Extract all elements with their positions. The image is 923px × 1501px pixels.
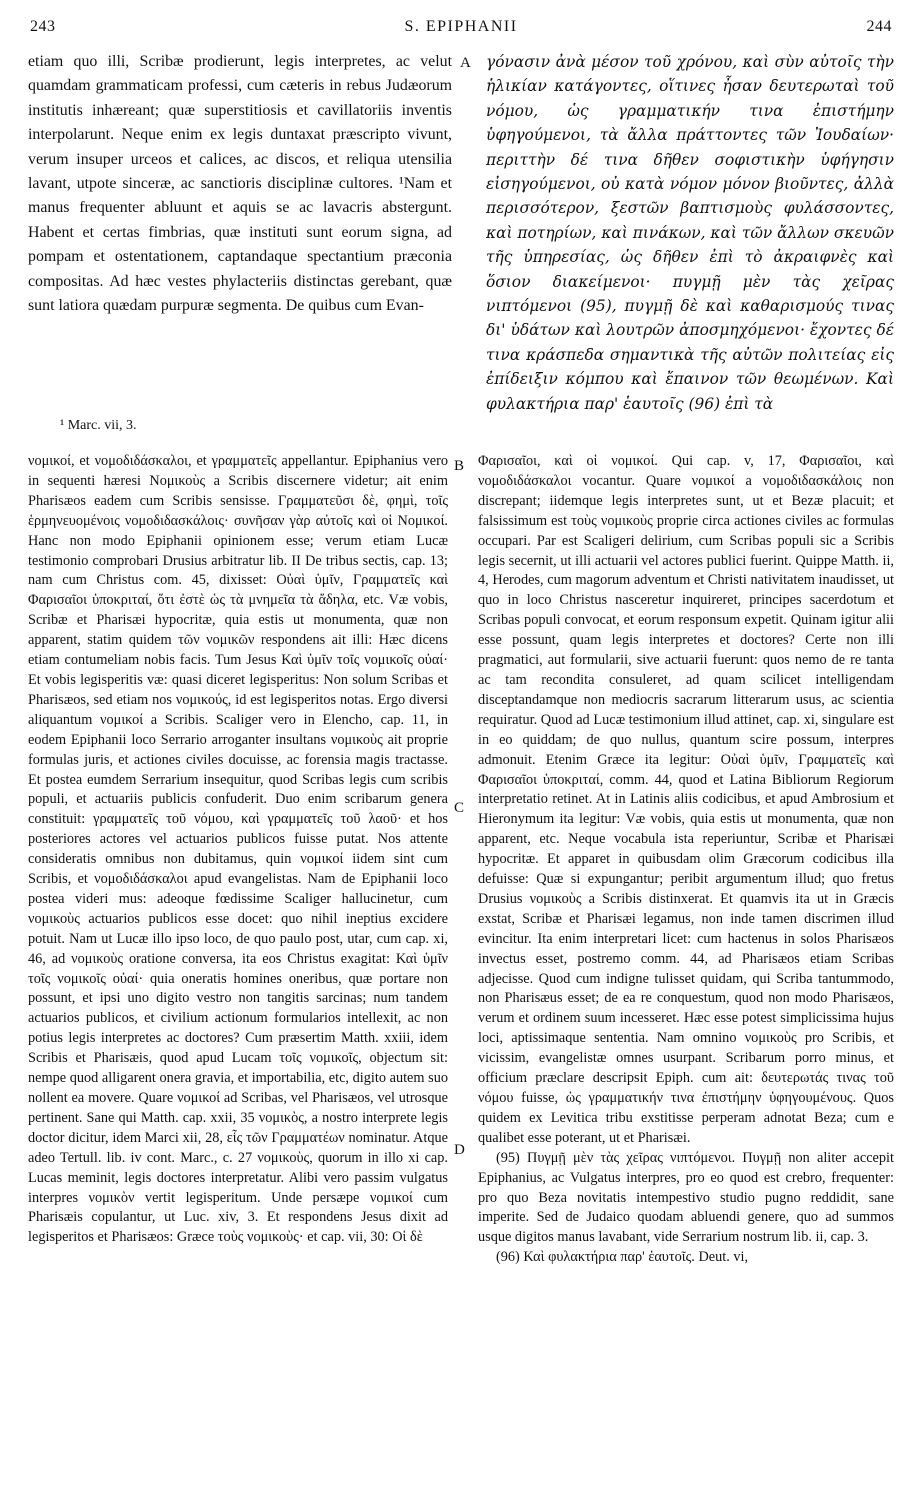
- footnote: ¹ Marc. vii, 3.: [60, 418, 137, 433]
- latin-text: etiam quo illi, Scribæ prodierunt, legis interpretes, ac velut quamdam grammaticam professi, cum cæteris in rebus Judæorum institutis inhæreant; quæ superstitiosis et cavillatoriis inventis interpolarunt. Neque enim ex legis duntaxat præscripto vivunt, verum insuper urceos et calices, ac discos, et reliqua utensilia lavant, utpote sinceræ, ac sanctioris disciplinæ cultores. ¹Nam et manus frequenter abluunt et aquis se ac lavacris abstergunt. Habent et certas fimbrias, quæ instituti sunt eorum signa, ad pompam et ostentationem, captandaque spectantium præconia compositas. Ad hæc vestes phylacteriis distinctas gerebant, quæ sunt latiora quædam purpuræ segmenta. De quibus cum Evan-: [28, 53, 452, 315]
- page-header: [30, 18, 892, 44]
- commentary-column-left: [28, 452, 448, 1248]
- margin-marker-c: C: [454, 800, 465, 816]
- commentary-right-text: Φαρισαῖοι, καὶ οἱ νομικοί. Qui cap. v, 17, Φαρισαῖοι, καὶ νομοδιδάσκαλοι vocantur. Quare νομικοί a νομοδιδασκάλοις non discrepant; iidemque legis interpretes sunt, ut et Bezæ placuit; et falsissimum est τοὺς νομικοὺς proprie circa actiones civiles ac formulas occupari. Par est Scaligeri delirium, cum Scribas populi sic a Scribis legis secernit, ut illi actuarii vel actores publici fuerint. Quippe Matth. ii, 4, Herodes, cum magorum adventum et Christi nativitatem inaudisset, ut quo in loco Christus nasceretur inquireret, principes sacerdotum et Scribas populi convocat, et eorum responsum expetit. Quinam igitur alii esse possunt, quam legis interpretes et doctores? Certe non illi pragmatici, aut formularii, sive actuarii fuerunt: quos nemo de re tanta ac tam recondita consuleret, ad quam scilicet intelligendam disceptandamque non mediocris sacrarum litterarum usus, ac scientia requiratur. Quod ad Lucæ testimonium illud attinet, cap. xi, singulare est in eo quiddam; de quo nullus, quantum scire possum, interpres admonuit. Etenim Græce ita legitur: Οὐαὶ ὑμῖν, Γραμματεῖς καὶ Φαρισαῖοι ὑποκριταί, comm. 44, quod et Latina Bibliorum Regiorum interpretatio retinet. At in Latinis aliis codicibus, et apud Ambrosium et Hieronymum ita legitur: Væ vobis, quia estis ut monumenta, quæ non apparent, etc. Neque vocabula ista reperiuntur, Scribæ et Pharisæi hypocritæ. Et apparet in quibusdam olim Græcorum codicibus illa defuisse: Quæ si expungantur; peribit argumentum illud; quo fretus Drusius νομικοὺς a Scribis distinxerat. Et quamvis ita ut in Græcis exstat, Scribæ et Pharisæi legamus, non inde tamen discrimen illud evincitur. Ita enim interpretari licet: cum hactenus in solos Pharisæos invectus esset, postremo comm. 44, ad Pharisæos etiam Scribas adjecisse. Quod cum indigne tulisset quidam, qui Scriba tantummodo, non Pharisæus esset; de ea re conquestum, quod non modo Pharisæos, verum et ordinem suum incesseret. Hæc esse potest simplicissima hujus loci, aptissimaque sententia. Nam omnino νομικοὺς pro Scribis, et vicissim, evangelistæ omnes usurpant. Scribarum porro minus, et officium præclare descripsit Epiph. cum ait: δευτερωτάς τινας τοῦ νόμου fuisse, ὡς γραμματικήν τινα ἐπιστήμην ὑφηγουμένους. Quos quidem ex Levitica tribu exstitisse perperam adnotat Beza; cum e qualibet esse poterant, ut et Pharisæi.: [478, 453, 894, 1146]
- note-96: (96) Καὶ φυλακτήρια παρ' ἑαυτοῖς. Deut. vi,: [496, 1249, 749, 1266]
- margin-marker-a: A: [460, 55, 471, 71]
- greek-text-column: [486, 50, 894, 416]
- commentary-column-right: [478, 452, 894, 1268]
- page-number-right: 244: [866, 18, 892, 35]
- note-95: (95) Πυγμῇ μὲν τὰς χεῖρας νιπτόμενοι. Πυγμῇ non aliter accepit Epiphanius, ac Vulgatus interpres, pro eo quod est crebro, frequenter: pro quo Beza novitatis intempestivo studio pugno reddidit, sane imperite. Sed de Judaico quodam abluendi genere, quo ad summos usque digitos manus lavabant, vide Serrarium nostrum lib. ii, cap. 3.: [478, 1149, 894, 1246]
- margin-marker-d: D: [454, 1142, 465, 1158]
- latin-translation-column: [28, 50, 452, 318]
- page-number-left: 243: [30, 18, 56, 35]
- commentary-left-text: νομικοί, et νομοδιδάσκαλοι, et γραμματεῖς appellantur. Epiphanius vero in sequenti hæresi Νομικοὺς a Scribis discernere videtur; ait enim Pharisæos eadem cum Scribis sensisse. Γραμματεῦσι δὲ, φημὶ, τοῖς ἑρμηνευομένοις νομοδιδασκάλοις· συνῆσαν γὰρ αὐτοῖς καὶ οἱ Νομικοί. Hanc non modo Epiphanii opinionem esse; verum etiam Lucæ testimonio comprobari Drusius arbitratur lib. II De tribus sectis, cap. 13; nam cum Christus com. 45, dixisset: Οὐαὶ ὑμῖν, Γραμματεῖς καὶ Φαρισαῖοι ὑποκριταί, ὅτι ἐστὲ ὡς τὰ μνημεῖα τὰ ἄδηλα, etc. Væ vobis, Scribæ et Pharisæi hypocritæ, quia estis ut monumenta, quæ non apparent, statim quidem τῶν νομικῶν respondens ait illi: Hæc dicens etiam contumeliam nobis facis. Tum Jesus Καὶ ὑμῖν τοῖς νομικοῖς οὐαί· Et vobis legisperitis væ: quasi diceret legisperitus: Non solum Scribas et Pharisæos, sed etiam nos νομικούς, id est legisperitos notas. Ergo diversi aliquantum νομικοί a Scribis. Scaliger vero in Elencho, cap. 11, in eodem Epiphanii loco Serrario arroganter insultans νομικοὺς ait proprie formulas juris, et actiones civiles docuisse, ac forensia magis tractasse. Et postea eumdem Serrarium insequitur, quod Scribas legis cum scribis populi, et actuariis publicis confuderit. Duo enim scribarum genera constituit: γραμματεῖς τοῦ νόμου, καὶ γραμματεῖς τοῦ λαοῦ· et hos posteriores actores vel actuarios publicos fuisse putat. Nos attente consideratis omnibus non dubitamus, quin νομικοί iidem sint cum Scribis, et νομοδιδάσκαλοι apud evangelistas. Nam de Epiphanii loco postea videri mus: adeoque fœdissime Scaliger hallucinetur, cum νομικοὺς actuarios publicos esse docet: quo nihil ineptius excidere potuit. Nam ut Lucæ illo ipso loco, de quo paulo post, utar, cum cap. xi, 46, ad νομικοὺς oratione conversa, ita eos Christus exagitat: Καὶ ὑμῖν τοῖς νομικοῖς οὐαί· quia oneratis homines oneribus, quæ portare non possunt, et ipsi uno digito vestro non tangitis sarcinas; num tandem actuarios publicos, et civilium actionum formularios intellexit, ac non potius legis interpretes ac doctores? Cum præsertim Matth. xxiii, idem Scribis et Pharisæis, quod apud Lucam τοῖς νομικοῖς, objectum sit: nempe quod alligarent onera gravia, et importabilia, etc, digito autem suo nollent ea movere. Quare νομικοί ad Scribas, vel Pharisæos, vel utrosque pertinent. Sane qui Matth. cap. xxii, 35 νομικὸς, a nostro interprete legis doctor dicitur, idem Marci xii, 28, εἷς τῶν Γραμματέων nominatur. Atque adeo Tertull. lib. iv cont. Marc., c. 27 νομικοὺς, quorum in illo xi cap. Lucas meminit, legis doctores interpretatur. Alibi vero passim vulgatus interpres νομικὸν vertit legisperitum. Unde persæpe νομικοί cum Pharisæis copulantur, ut Luc. xiv, 3. Et respondens Jesus dixit ad legisperitos et Pharisæos: Græce τοὺς νομικοὺς· et cap. vii, 30: Οἱ δὲ: [28, 453, 448, 1246]
- running-title: S. EPIPHANII: [404, 18, 518, 35]
- margin-marker-b: B: [454, 458, 465, 474]
- greek-text: γόνασιν ἀνὰ μέσον τοῦ χρόνου, καὶ σὺν αὐτοῖς τὴν ἡλικίαν κατάγοντες, οἵτινες ἦσαν δευτερωταὶ τοῦ νόμου, ὡς γραμματικήν τινα ἐπιστήμην ὑφηγούμενοι, τὰ ἄλλα πράττοντες τῶν Ἰουδαίων· περιττὴν δέ τινα δῆθεν σοφιστικὴν ὑφήγησιν εἰσηγούμενοι, οὐ κατὰ νόμον μόνον βιοῦντες, ἀλλὰ περισσότερον, ξεστῶν βαπτισμοὺς φυλάσσοντες, καὶ ποτηρίων, καὶ πινάκων, καὶ τῶν ἄλλων σκευῶν τῆς ὑπηρεσίας, ὡς δῆθεν ἐπὶ τὸ ἀκραιφνὲς καὶ ὅσιον διακείμενοι· πυγμῇ μὲν τὰς χεῖρας νιπτόμενοι (95), πυγμῇ δὲ καὶ καθαρισμούς τινας δι' ὑδάτων καὶ λουτρῶν ἀποσμηχόμενοι· ἔχοντες δέ τινα κράσπεδα σημαντικὰ τῆς αὐτῶν πολιτείας εἰς ἐπίδειξιν κόμπου καὶ ἔπαινον τῶν θεωμένων. Καὶ φυλακτήρια παρ' ἑαυτοῖς (96) ἐπὶ τὰ: [486, 53, 894, 413]
